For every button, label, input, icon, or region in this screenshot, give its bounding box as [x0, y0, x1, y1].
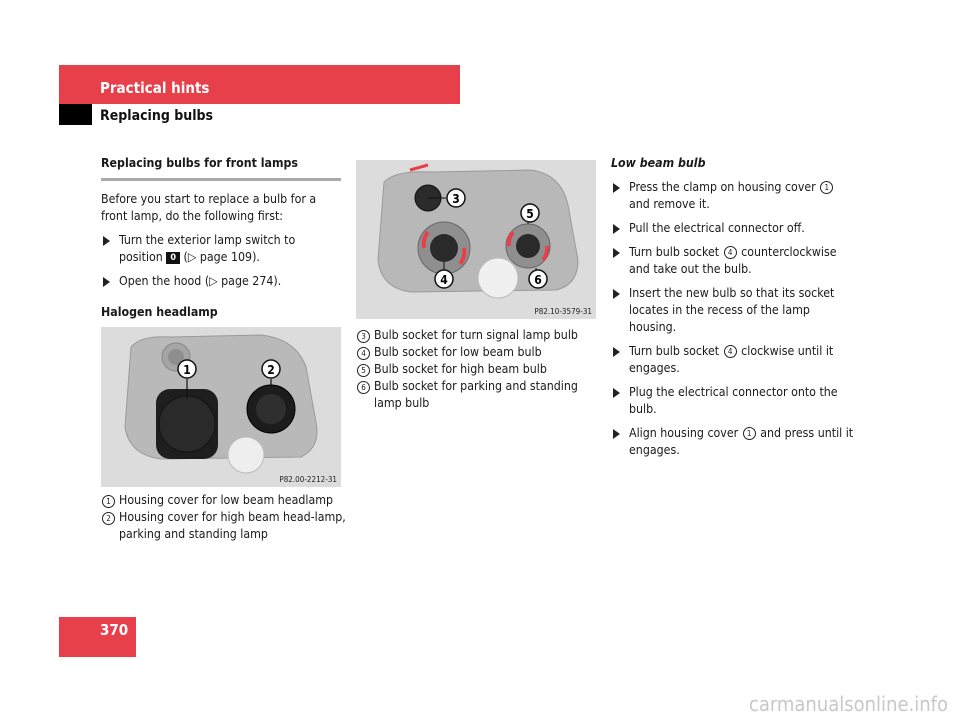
procedure-step: Press the clamp on housing cover 1 and remove it.: [611, 179, 856, 213]
headlamp-figure-sockets: [356, 160, 596, 319]
arrow-bullet-icon: [613, 289, 620, 299]
prep-step: Turn the exterior lamp switch to position 0 (▷ page 109).: [101, 232, 341, 266]
watermark: carmanualsonline.info: [748, 692, 948, 716]
column-right: [611, 155, 856, 459]
procedure-step: Turn bulb socket 4 clockwise until it engages.: [611, 343, 856, 377]
switch-position-key: 0: [166, 252, 180, 264]
ref-number: 1: [743, 427, 756, 440]
legend-number: 6: [357, 381, 370, 394]
procedure-step: Pull the electrical connector off.: [611, 220, 856, 237]
low-beam-steps: [611, 179, 856, 459]
legend-item: 3 Bulb socket for turn signal lamp bulb: [356, 327, 601, 344]
prep-steps: [101, 232, 341, 290]
arrow-bullet-icon: [613, 388, 620, 398]
column-left: [101, 155, 341, 321]
legend-item: 2 Housing cover for high beam head-lamp, parking and standing lamp: [101, 509, 346, 543]
figure-code: P82.10-3579-31: [534, 307, 592, 316]
callout-1-label: 1: [183, 363, 191, 377]
callout-2-label: 2: [267, 363, 275, 377]
legend-number: 4: [357, 347, 370, 360]
figure2-legend: [356, 327, 601, 412]
callout-5-label: 5: [526, 207, 534, 221]
legend-item: 4 Bulb socket for low beam bulb: [356, 344, 601, 361]
procedure-step: Align housing cover 1 and press until it engages.: [611, 425, 856, 459]
headlamp-figure-rear: [101, 327, 341, 487]
page-number: 370: [100, 621, 129, 639]
arrow-bullet-icon: [613, 429, 620, 439]
section-heading: Replacing bulbs for front lamps: [101, 155, 341, 181]
arrow-bullet-icon: [103, 277, 110, 287]
low-beam-heading: Low beam bulb: [611, 156, 706, 170]
procedure-step: Plug the electrical connector onto the bulb.: [611, 384, 856, 418]
legend-item: 1 Housing cover for low beam headlamp: [101, 492, 346, 509]
subheading-halogen: Halogen headlamp: [101, 305, 218, 319]
arrow-bullet-icon: [613, 224, 620, 234]
legend-item: 5 Bulb socket for high beam bulb: [356, 361, 601, 378]
callout-3-label: 3: [452, 192, 460, 206]
legend-number: 5: [357, 364, 370, 377]
subsection-title: Replacing bulbs: [100, 108, 214, 124]
legend-number: 3: [357, 330, 370, 343]
arrow-bullet-icon: [613, 248, 620, 258]
intro-paragraph: Before you start to replace a bulb for a front lamp, do the following first:: [101, 192, 317, 223]
callout-6-label: 6: [534, 273, 542, 287]
ref-number: 4: [724, 345, 737, 358]
legend-number: 1: [102, 495, 115, 508]
arrow-bullet-icon: [103, 236, 110, 246]
ref-number: 4: [724, 246, 737, 259]
figure-code: P82.00-2212-31: [279, 475, 337, 484]
headlamp-sockets-illustration: [356, 160, 596, 319]
procedure-step: Insert the new bulb so that its socket locates in the recess of the lamp housing.: [611, 285, 856, 336]
callout-4-label: 4: [440, 273, 448, 287]
figure1-legend: [101, 492, 346, 543]
procedure-step: Turn bulb socket 4 counterclockwise and take out the bulb.: [611, 244, 856, 278]
arrow-bullet-icon: [613, 347, 620, 357]
header-marker: [59, 104, 92, 125]
section-title: Practical hints: [100, 79, 210, 97]
ref-number: 1: [820, 181, 833, 194]
arrow-bullet-icon: [613, 183, 620, 193]
legend-number: 2: [102, 512, 115, 525]
legend-item: 6 Bulb socket for parking and standing lamp bulb: [356, 378, 601, 412]
prep-step: Open the hood (▷ page 274).: [101, 273, 341, 290]
headlamp-rear-illustration: [101, 327, 341, 487]
